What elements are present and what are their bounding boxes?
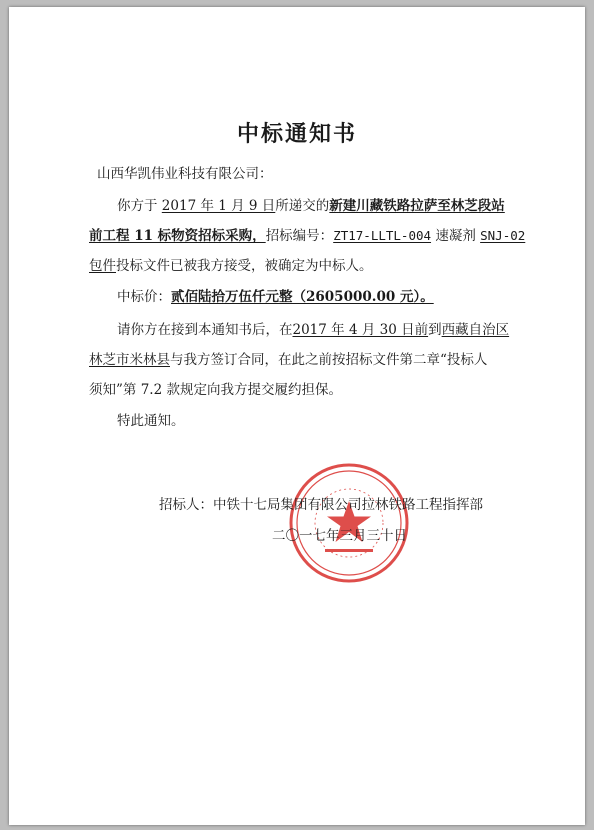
para2-line3: 须知”第 7.2 款规定向我方提交履约担保。 (89, 382, 342, 398)
official-seal-icon (287, 461, 411, 585)
para1-line3: 包件投标文件已被我方接受，被确定为中标人。 (89, 258, 373, 274)
document-title: 中标通知书 (236, 121, 357, 147)
contract-place-part2: 林芝市米林县 (89, 352, 170, 368)
package-code: SNJ-02 (480, 228, 526, 243)
document-page (9, 7, 585, 825)
material-name: 速凝剂 (435, 228, 476, 244)
project-name-part2: 前工程 11 标物资招标采购， (89, 228, 266, 244)
closing-line: 特此通知。 (117, 413, 185, 429)
contract-deadline: 2017 年 4 月 30 日前 (292, 322, 429, 338)
tenderer-signature: 招标人：中铁十七局集团有限公司拉林铁路工程指挥部 (159, 497, 483, 513)
submission-date: 2017 年 1 月 9 日 (161, 198, 276, 214)
price-label: 中标价： (117, 289, 171, 305)
para2-line1: 请你方在接到本通知书后，在2017 年 4 月 30 日前到西藏自治区 (117, 322, 510, 338)
project-name-part1: 新建川藏铁路拉萨至林芝段站 (329, 198, 505, 214)
price-value: 贰佰陆拾万伍仟元整（2605000.00 元）。 (171, 289, 434, 305)
contract-place-part1: 西藏自治区 (441, 322, 510, 338)
signature-date: 二〇一七年三月三十日 (272, 528, 407, 544)
recipient-line: 山西华凯伟业科技有限公司： (97, 166, 273, 182)
para1-line1: 你方于 2017 年 1 月 9 日所递交的新建川藏铁路拉萨至林芝段站 (117, 198, 505, 214)
bid-number: ZT17-LLTL-004 (333, 228, 432, 243)
para1-line2: 前工程 11 标物资招标采购，招标编号：ZT17-LLTL-004 速凝剂 SNJ-02 (89, 228, 526, 244)
para2-line2: 林芝市米林县与我方签订合同，在此之前按招标文件第二章“投标人 (89, 352, 488, 368)
price-line (117, 287, 434, 307)
